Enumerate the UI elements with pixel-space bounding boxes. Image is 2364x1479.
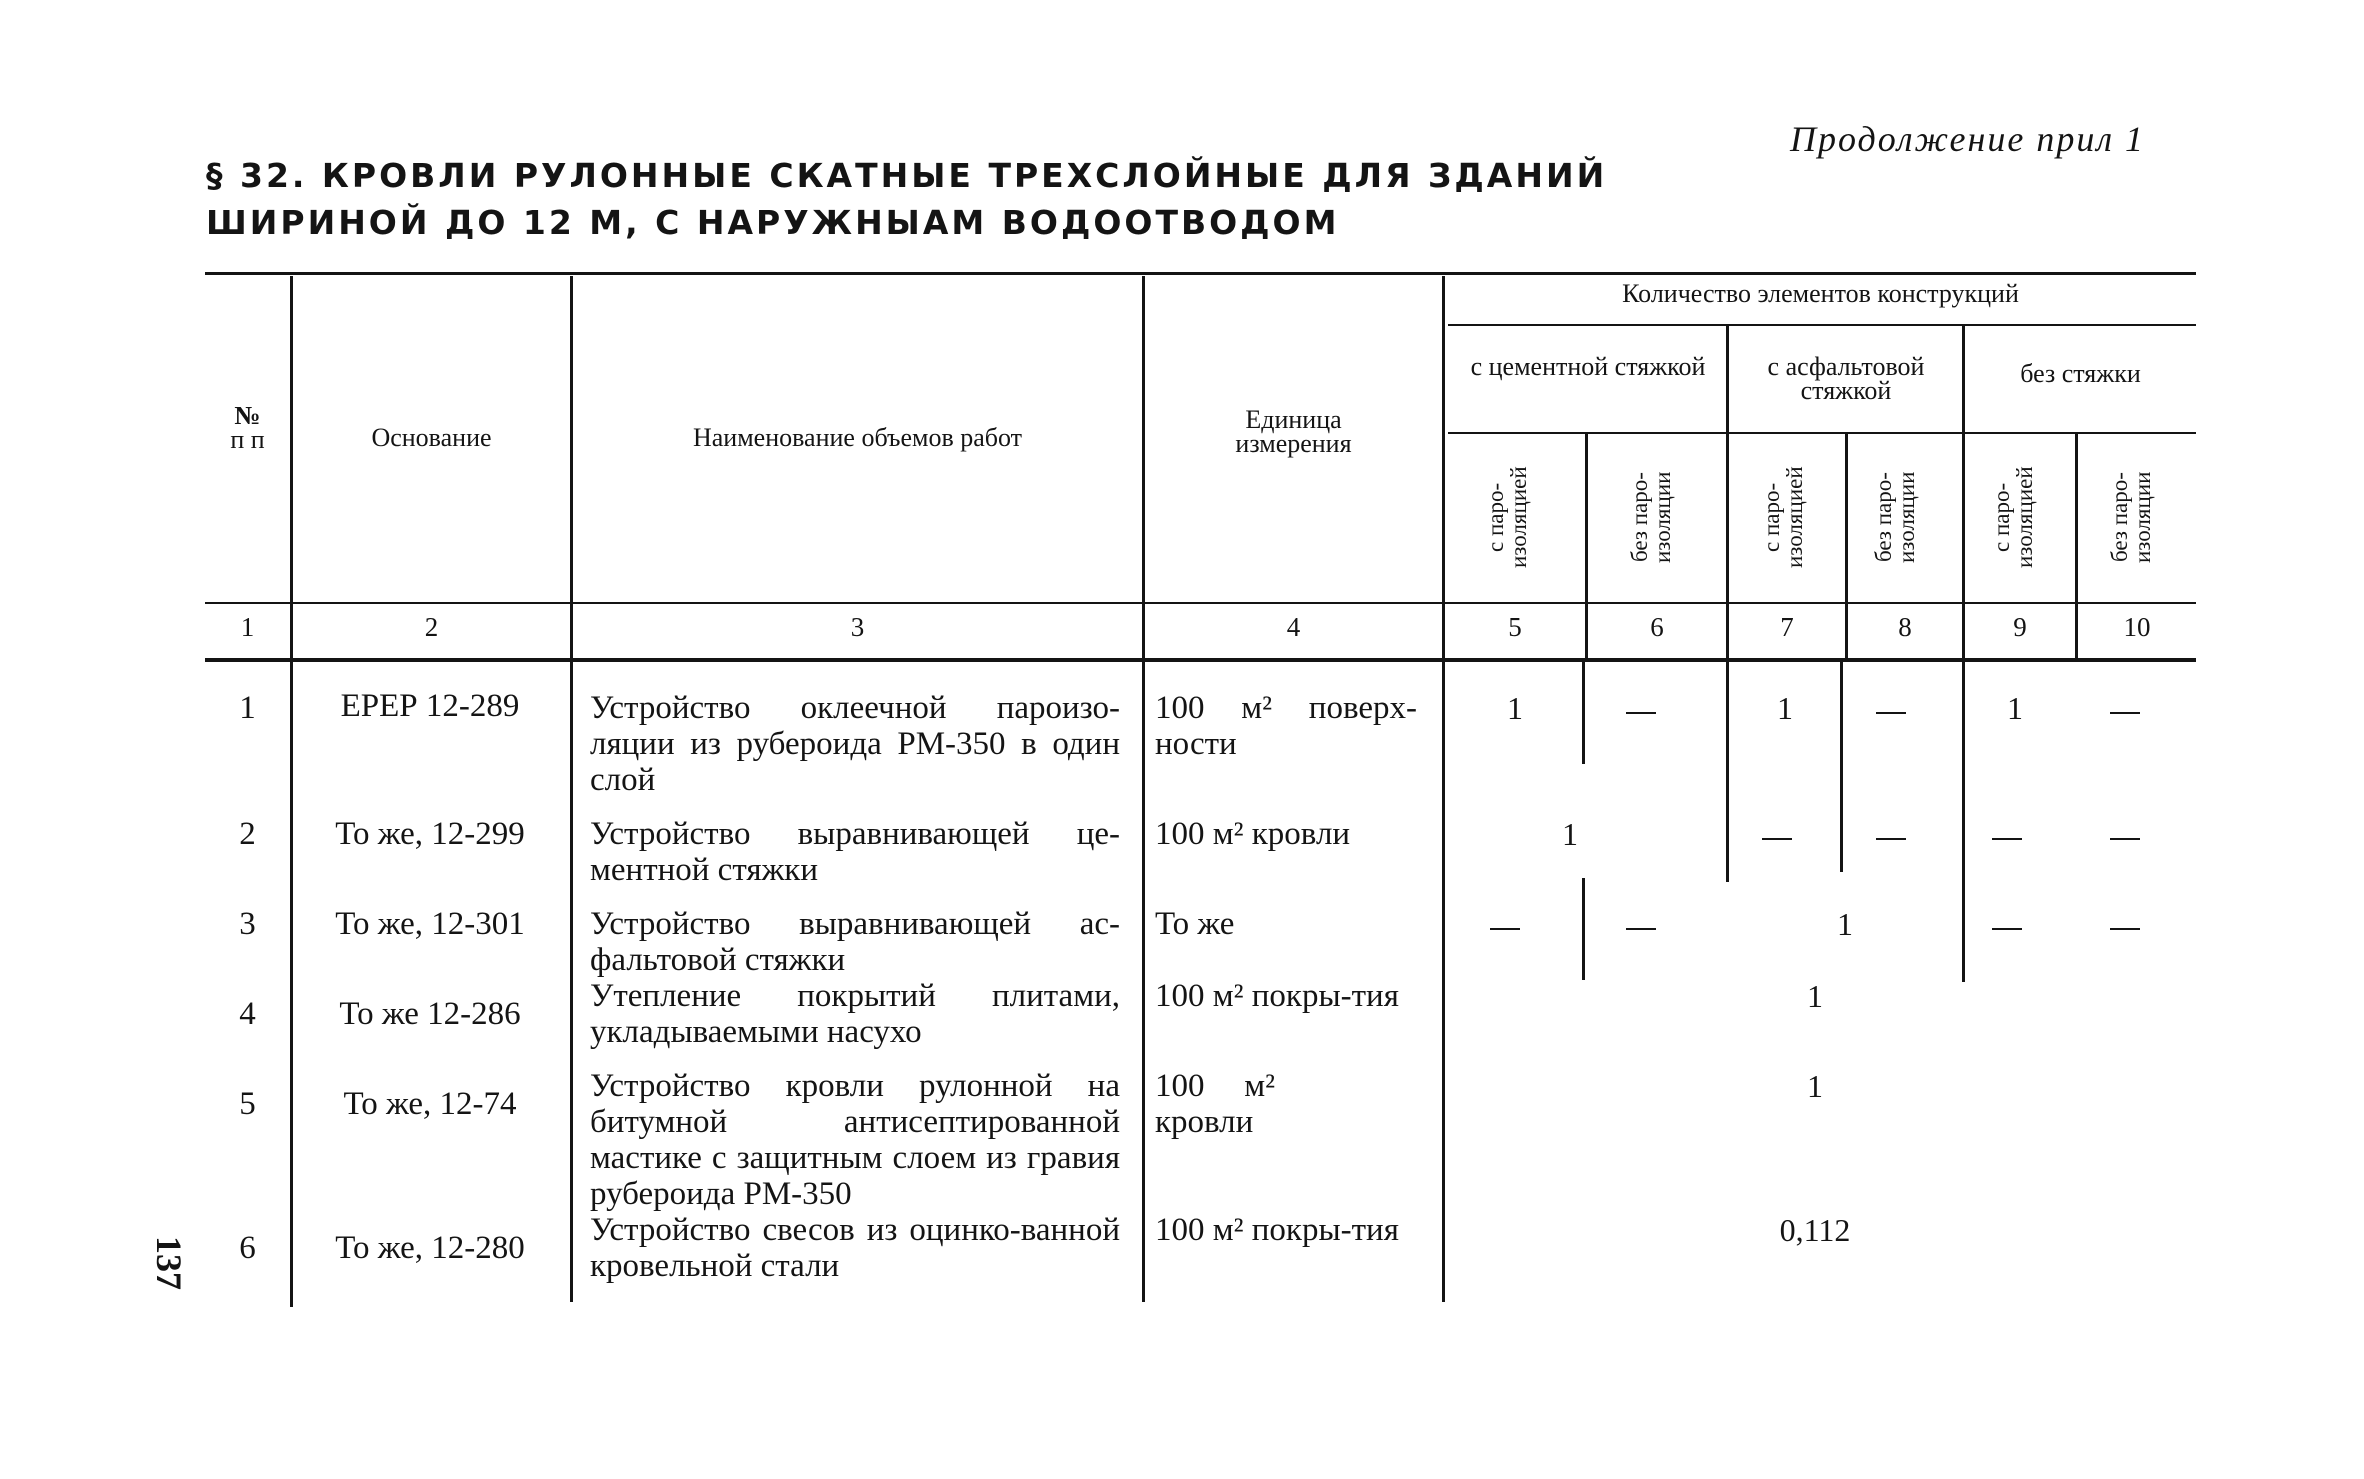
row-value: 1 bbox=[1807, 978, 1823, 1014]
row-value: 1 bbox=[1507, 690, 1523, 726]
header-without-vapor-cement: без паро- изоляции bbox=[1627, 471, 1675, 564]
row-number: 4 bbox=[239, 996, 256, 1032]
row-basis: То же, 12-299 bbox=[335, 816, 525, 852]
dash-mark bbox=[1626, 928, 1656, 930]
body-divider bbox=[1142, 662, 1145, 1302]
row-value: 1 bbox=[1807, 1068, 1823, 1104]
row-value bbox=[1740, 816, 1810, 853]
row-number: 5 bbox=[239, 1086, 256, 1122]
header-bottom-rule bbox=[205, 602, 2196, 604]
body-divider bbox=[1442, 662, 1445, 1302]
row-basis: То же, 12-280 bbox=[335, 1230, 525, 1266]
row-basis: То же 12-286 bbox=[339, 996, 521, 1032]
column-number: 8 bbox=[1898, 612, 1912, 642]
body-divider bbox=[1726, 662, 1729, 882]
header-divider bbox=[1142, 276, 1145, 658]
header-group-none: без стяжки bbox=[2020, 359, 2141, 388]
row-value: 0,112 bbox=[1779, 1212, 1851, 1248]
header-unit-line1: Единица bbox=[1245, 405, 1342, 434]
row-unit: 100 м² кровли bbox=[1155, 816, 1351, 852]
row-work: Устройство выравнивающей це-ментной стяжки bbox=[590, 816, 1120, 888]
row-basis: ЕРЕР 12-289 bbox=[340, 688, 520, 724]
continuation-note: Продолжение прил 1 bbox=[1790, 119, 2146, 159]
dash-mark bbox=[2110, 838, 2140, 840]
row-value bbox=[1470, 906, 1540, 943]
body-divider bbox=[1840, 662, 1843, 872]
row-value bbox=[1605, 690, 1675, 727]
row-value bbox=[2090, 690, 2160, 727]
row-work: Устройство свесов из оцинко-ванной кровельной стали bbox=[590, 1212, 1120, 1284]
dash-mark bbox=[1992, 838, 2022, 840]
body-divider bbox=[570, 662, 573, 1302]
column-number: 7 bbox=[1780, 612, 1794, 642]
row-unit: 100 м² кровли bbox=[1155, 1068, 1275, 1140]
row-unit: То же bbox=[1155, 906, 1235, 942]
row-value bbox=[1970, 816, 2040, 853]
column-number: 5 bbox=[1508, 612, 1522, 642]
row-value bbox=[1605, 906, 1675, 943]
row-value: 1 bbox=[1837, 906, 1853, 942]
header-row-number-line1: № bbox=[234, 401, 261, 430]
dash-mark bbox=[1876, 712, 1906, 714]
row-value bbox=[1970, 906, 2040, 943]
header-row-number-line2: п п bbox=[230, 425, 265, 454]
column-number: 2 bbox=[424, 612, 439, 642]
column-number: 9 bbox=[2013, 612, 2027, 642]
header-quantity: Количество элементов конструкций bbox=[1622, 279, 2019, 308]
row-work: Утепление покрытий плитами, укладываемыми насухо bbox=[590, 978, 1120, 1050]
column-number: 3 bbox=[850, 612, 865, 642]
page-number: 137 bbox=[149, 1236, 189, 1290]
row-value: 1 bbox=[2007, 690, 2023, 726]
row-unit: 100 м² покры-тия bbox=[1155, 978, 1399, 1014]
section-title bbox=[206, 152, 1607, 246]
body-divider bbox=[1962, 662, 1965, 982]
body-divider bbox=[290, 662, 293, 1307]
column-number: 4 bbox=[1286, 612, 1301, 642]
row-value bbox=[1855, 690, 1925, 727]
header-unit-line2: измерения bbox=[1235, 429, 1352, 458]
row-number: 3 bbox=[239, 906, 256, 942]
header-with-vapor-asphalt: с паро- изоляцией bbox=[1759, 466, 1807, 569]
dash-mark bbox=[1490, 928, 1520, 930]
row-work: Устройство выравнивающей ас-фальтовой стяжки bbox=[590, 906, 1120, 978]
dash-mark bbox=[1876, 838, 1906, 840]
row-value: 1 bbox=[1562, 816, 1578, 852]
header-group-cement: с цементной стяжкой bbox=[1470, 352, 1706, 381]
header-divider bbox=[1442, 276, 1445, 658]
dash-mark bbox=[2110, 928, 2140, 930]
row-value bbox=[1855, 816, 1925, 853]
header-without-vapor-asphalt: без паро- изоляции bbox=[1871, 471, 1919, 564]
header-basis: Основание bbox=[371, 423, 492, 452]
table-top-rule bbox=[205, 272, 2196, 275]
body-divider bbox=[1582, 878, 1585, 980]
dash-mark bbox=[1992, 928, 2022, 930]
dash-mark bbox=[2110, 712, 2140, 714]
column-number: 10 bbox=[2123, 612, 2151, 642]
row-value: 1 bbox=[1777, 690, 1793, 726]
header-with-vapor-none: с паро- изоляцией bbox=[1989, 466, 2037, 569]
header-with-vapor-cement: с паро- изоляцией bbox=[1483, 466, 1531, 569]
column-number: 6 bbox=[1650, 612, 1664, 642]
row-work: Устройство кровли рулонной на битумной антисептированной мастике с защитным слоем из гравия рубероида РМ-350 bbox=[590, 1068, 1120, 1212]
row-basis: То же, 12-301 bbox=[335, 906, 525, 942]
subgroup-rule bbox=[1448, 432, 2196, 434]
row-number: 6 bbox=[239, 1230, 256, 1266]
column-numbers-rule bbox=[205, 658, 2196, 662]
header-without-vapor-none: без паро- изоляции bbox=[2107, 471, 2155, 564]
dash-mark bbox=[1626, 712, 1656, 714]
header-group-asphalt: с асфальтовой стяжкой bbox=[1767, 352, 1925, 405]
body-divider bbox=[1582, 662, 1585, 764]
header-row-number bbox=[205, 401, 290, 454]
section-title-line-2: ШИРИНОЙ ДО 12 М, С НАРУЖНЫАМ ВОДООТВОДОМ bbox=[206, 203, 1340, 242]
section-title-line-1: § 32. КРОВЛИ РУЛОННЫЕ СКАТНЫЕ ТРЕХСЛОЙНЫЕ ДЛЯ ЗДАНИЙ bbox=[206, 156, 1608, 195]
header-divider bbox=[1726, 326, 1729, 658]
column-number: 1 bbox=[240, 612, 255, 642]
row-value bbox=[2090, 906, 2160, 943]
row-number: 2 bbox=[239, 816, 256, 852]
row-unit: 100 м² покры-тия bbox=[1155, 1212, 1399, 1248]
header-work-name: Наименование объемов работ bbox=[692, 423, 1023, 452]
row-basis: То же, 12-74 bbox=[343, 1086, 517, 1122]
header-divider bbox=[570, 276, 573, 658]
quantity-group-rule bbox=[1448, 324, 2196, 326]
header-unit bbox=[1145, 405, 1442, 458]
row-work: Устройство оклеечной пароизо-ляции из рубероида РМ-350 в один слой bbox=[590, 690, 1120, 798]
header-divider bbox=[290, 276, 293, 658]
dash-mark bbox=[1762, 838, 1792, 840]
row-number: 1 bbox=[239, 690, 256, 726]
row-value bbox=[2090, 816, 2160, 853]
row-unit: 100 м² поверх-ности bbox=[1155, 690, 1417, 762]
